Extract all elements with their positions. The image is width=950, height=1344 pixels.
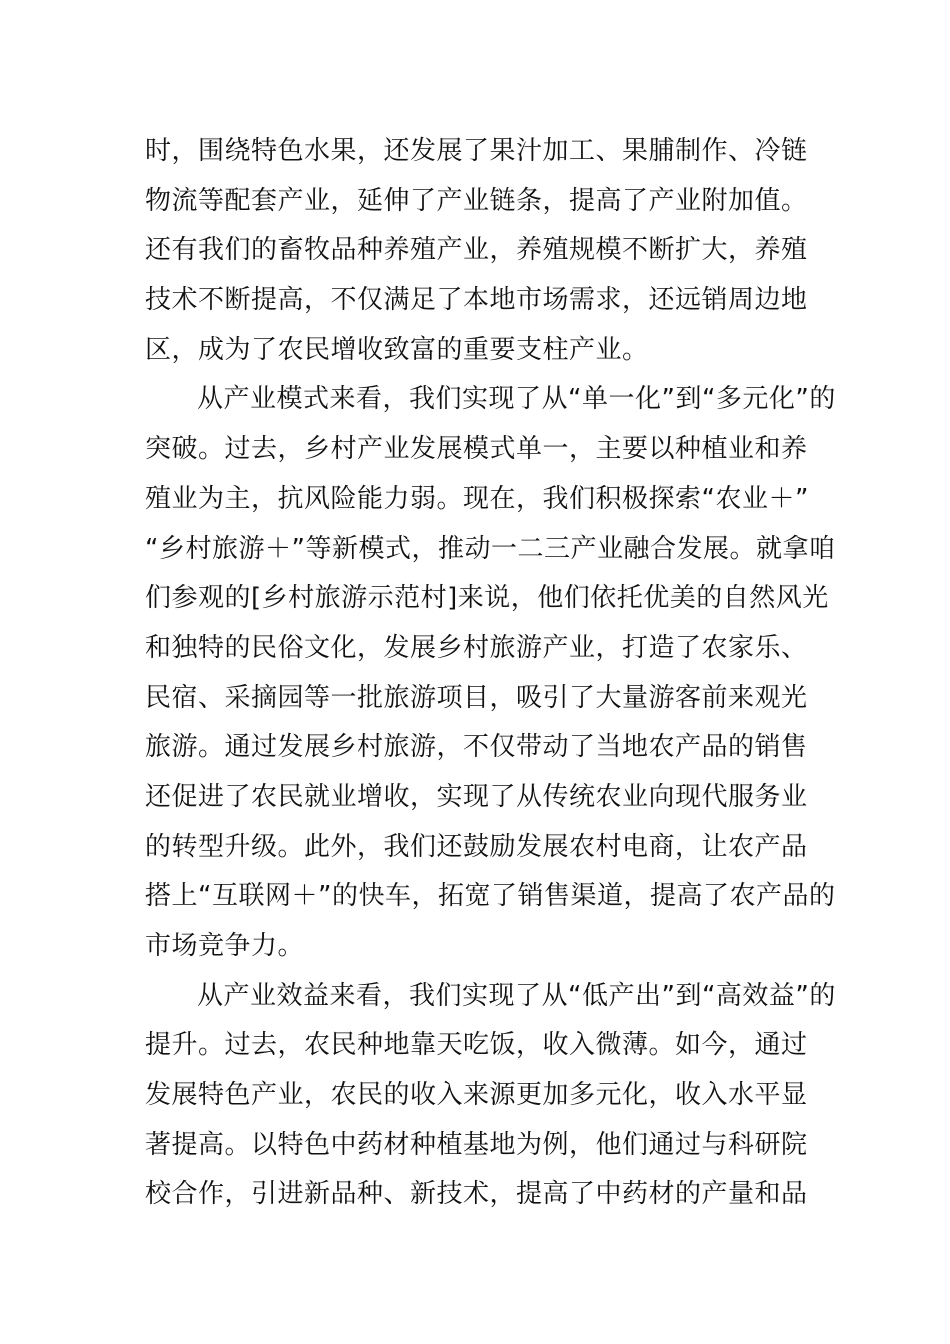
paragraph-start-line: 从产业模式来看，我们实现了从“单一化”到“多元化”的 bbox=[197, 384, 836, 415]
text-line: 校合作，引进新品种、新技术，提高了中药材的产量和品 bbox=[145, 1179, 808, 1210]
text-line: “乡村旅游＋”等新模式，推动一二三产业融合发展。就拿咱 bbox=[145, 533, 836, 564]
text-line: 殖业为主，抗风险能力弱。现在，我们积极探索“农业＋” bbox=[145, 483, 809, 514]
text-line: 搭上“互联网＋”的快车，拓宽了销售渠道，提高了农产品的 bbox=[145, 881, 836, 912]
text-line: 发展特色产业，农民的收入来源更加多元化，收入水平显 bbox=[145, 1080, 808, 1111]
text-line: 还有我们的畜牧品种养殖产业，养殖规模不断扩大，养殖 bbox=[145, 235, 808, 266]
text-line: 技术不断提高，不仅满足了本地市场需求，还远销周边地 bbox=[145, 285, 808, 316]
paragraph-start-line: 从产业效益来看，我们实现了从“低产出”到“高效益”的 bbox=[197, 980, 836, 1011]
text-line: 著提高。以特色中药材种植基地为例，他们通过与科研院 bbox=[145, 1129, 808, 1160]
text-line: 物流等配套产业，延伸了产业链条，提高了产业附加值。 bbox=[145, 185, 808, 216]
text-line: 民宿、采摘园等一批旅游项目，吸引了大量游客前来观光 bbox=[145, 682, 808, 713]
text-line: 市场竞争力。 bbox=[145, 931, 305, 961]
text-line: 提升。过去，农民种地靠天吃饭，收入微薄。如今，通过 bbox=[145, 1030, 808, 1061]
text-line: 和独特的民俗文化，发展乡村旅游产业，打造了农家乐、 bbox=[145, 632, 808, 663]
text-line: 区，成为了农民增收致富的重要支柱产业。 bbox=[145, 334, 649, 365]
text-line: 们参观的[乡村旅游示范村]来说，他们依托优美的自然风光 bbox=[145, 583, 829, 614]
text-line: 还促进了农民就业增收，实现了从传统农业向现代服务业 bbox=[145, 781, 808, 812]
text-line: 的转型升级。此外，我们还鼓励发展农村电商，让农产品 bbox=[145, 831, 808, 862]
text-line: 时，围绕特色水果，还发展了果汁加工、果脯制作、冷链 bbox=[145, 136, 808, 166]
text-line: 突破。过去，乡村产业发展模式单一，主要以种植业和养 bbox=[145, 434, 808, 465]
body-text bbox=[145, 127, 836, 1220]
text-line: 旅游。通过发展乡村旅游，不仅带动了当地农产品的销售 bbox=[145, 732, 808, 763]
